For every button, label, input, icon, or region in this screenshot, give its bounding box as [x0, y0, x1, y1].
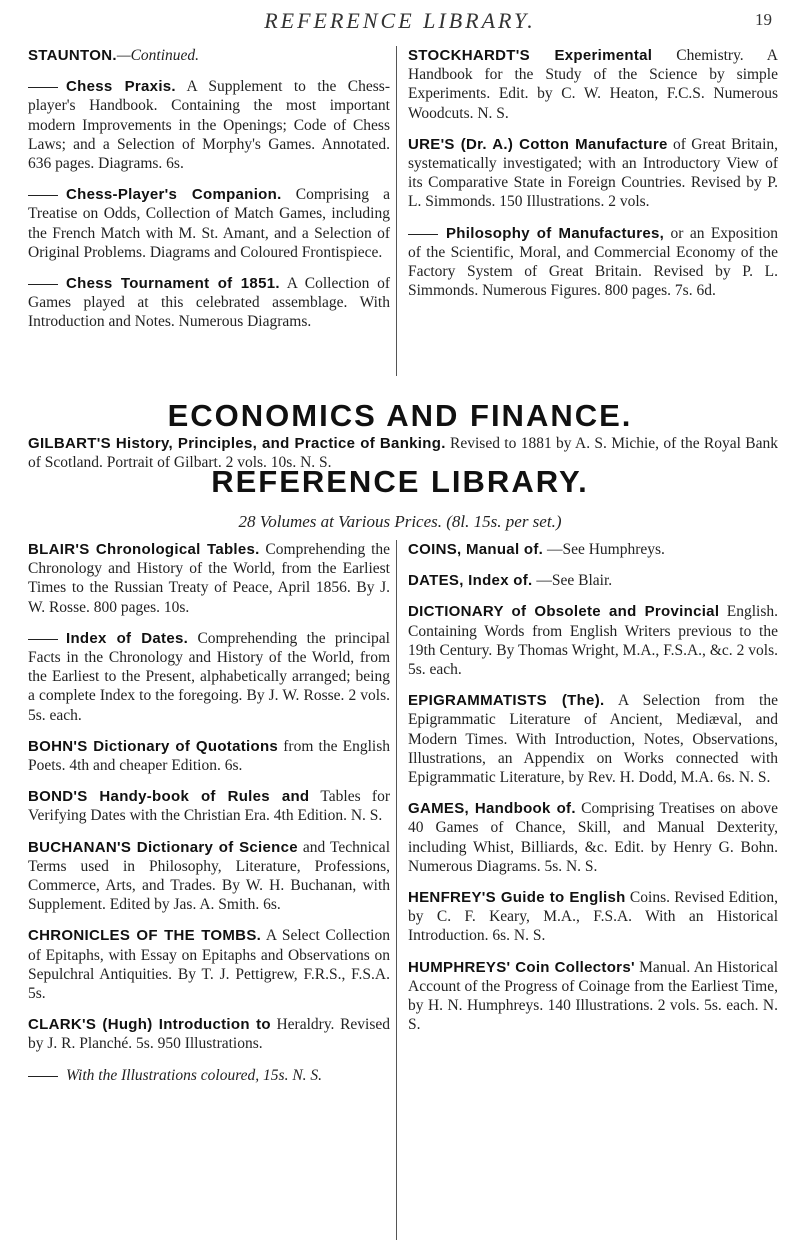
catalogue-entry	[28, 77, 390, 173]
entry-body: and Technical Terms used in Philosophy, Literature, Professions, Commerce, Arts, and Trades. By W. H. Buchanan, with Supplement. Edited by Jas. A. Smith. 6s.	[28, 838, 390, 914]
ditto-rule	[28, 639, 58, 640]
entry-title: BOND'S Handy-book of Rules and	[28, 788, 310, 806]
catalogue-entry	[408, 958, 778, 1035]
catalogue-entry	[28, 1015, 390, 1053]
column-divider	[396, 46, 397, 376]
entry-body: Chemistry. A Handbook for the Study of the Science by simple Experiments. Edit. by C. W. Heaton, F.C.S. Numerous Woodcuts. N. S.	[408, 47, 778, 122]
ditto-rule	[408, 234, 438, 235]
catalogue-entry	[28, 185, 390, 262]
catalogue-entry	[28, 1066, 390, 1085]
entry-body: from the English Poets. 4th and cheaper Edition. 6s.	[28, 737, 391, 775]
entry-body: Comprising Treatises on above 40 Games of Chance, Skill, and Manual Dexterity, including Whist, Billiards, &c. Edit. by Henry G. Bohn. Numerous Diagrams. 5s. N. S.	[408, 800, 778, 875]
top-right-column	[408, 46, 778, 312]
entry-heading-suffix: —Continued.	[116, 47, 200, 64]
economics-section-title: ECONOMICS AND FINANCE.	[167, 398, 633, 433]
catalogue-entry	[408, 888, 778, 946]
entry-body: A Select Collection of Epitaphs, with Essay on Epitaphs and Observations on Sepulchral Antiquities. By T. J. Pettigrew, F.R.S., F.S.A. 5s.	[28, 927, 390, 1003]
entry-title: Index of Dates.	[66, 629, 189, 647]
entry-body: Comprehending the Chronology and History of the World, from the Earliest Times to the Russian Treaty of Peace, April 1856. By J. W. Rosse. 800 pages. 10s.	[28, 541, 391, 616]
reference-right-column	[408, 540, 778, 1046]
entry-heading: STAUNTON.	[28, 47, 117, 64]
entry-title: URE'S (Dr. A.) Cotton Manufacture	[408, 135, 668, 153]
entry-body: —See Humphreys.	[546, 541, 665, 558]
running-head: REFERENCE LIBRARY.	[264, 8, 536, 33]
entry-body: A Supplement to the Chess-player's Handbook. Containing the most important modern Improvements in the Openings; Code of Chess Laws; and a Selection of Morphy's Games. Annotated. 636 pages. Diagrams. 6s.	[28, 78, 391, 173]
page-number: 19	[755, 10, 772, 29]
entry-title: DICTIONARY of Obsolete and Provincial	[408, 603, 720, 621]
reference-subtitle: 28 Volumes at Various Prices. (8l. 15s. per set.)	[238, 512, 562, 531]
entry-title: HENFREY'S Guide to English	[408, 889, 626, 907]
entry-body: or an Exposition of the Scientific, Moral, and Commercial Economy of the Factory System of Great Britain. Revised by P. L. Simmonds. Numerous Figures. 800 pages. 7s. 6d.	[408, 224, 779, 300]
catalogue-entry	[28, 838, 390, 915]
entry-title: STOCKHARDT'S Experimental	[408, 47, 653, 64]
entry-body: Revised to 1881 by A. S. Michie, of the Royal Bank of Scotland. Portrait of Gilbart. 2 vols. 10s. N. S.	[28, 435, 778, 472]
catalogue-entry	[28, 46, 390, 65]
entry-title: Philosophy of Manufactures,	[446, 224, 665, 242]
entry-title: CLARK'S (Hugh) Introduction to	[28, 1016, 271, 1034]
ditto-rule	[28, 87, 58, 88]
catalogue-entry	[28, 926, 390, 1003]
catalogue-entry	[408, 540, 778, 559]
ditto-rule	[28, 1076, 58, 1077]
catalogue-entry	[408, 135, 778, 212]
entry-title: GILBART'S History, Principles, and Practice of Banking.	[28, 435, 446, 452]
entry-body: Comprising a Treatise on Odds, Collection of Match Games, including the French Match with M. St. Amant, and a Selection of Original Problems. Diagrams and Coloured Frontispiece.	[28, 186, 390, 261]
top-left-column	[28, 46, 390, 344]
reference-left-column	[28, 540, 390, 1097]
entry-title: EPIGRAMMATISTS (The).	[408, 692, 605, 710]
catalogue-entry	[408, 602, 778, 679]
entry-title: BLAIR'S Chronological Tables.	[28, 541, 260, 558]
entry-body: —See Blair.	[536, 572, 613, 590]
ditto-rule	[28, 284, 58, 285]
entry-body: A Collection of Games played at this celebrated assemblage. With Introduction and Notes. Numerous Diagrams.	[28, 275, 390, 331]
catalogue-entry	[408, 799, 778, 876]
catalogue-entry	[408, 224, 778, 301]
entry-body: With the Illustrations coloured, 15s. N. S.	[66, 1066, 323, 1084]
catalogue-entry	[408, 46, 778, 123]
entry-body: Comprehending the principal Facts in the Chronology and History of the World, from the Earliest to the Present, alphabetically arranged; being a complete Index to the foregoing. By J. W. Rosse. 2 vols. 5s. each.	[28, 629, 390, 724]
entry-title: Chess-Player's Companion.	[66, 186, 282, 204]
entry-title: DATES, Index of.	[408, 572, 533, 590]
entry-body: A Selection from the Epigrammatic Literature of Ancient, Mediæval, and Modern Times. With Introduction, Notes, Observations, Illustrations, an Appendix on Works connected with Epigrammatic Literature, by Rev. H. Dodd, M.A. 6s. N. S.	[408, 692, 778, 787]
entry-title: GAMES, Handbook of.	[408, 800, 576, 818]
entry-title: Chess Praxis.	[66, 78, 176, 96]
entry-body: English. Containing Words from English Writers previous to the 19th Century. By Thomas Wright, M.A., F.S.A., &c. 2 vols. 5s. each.	[408, 603, 778, 679]
entry-body: Manual. An Historical Account of the Progress of Coinage from the Earliest Time, by H. N. Humphreys. 140 Illustrations. 2 vols. 5s. each. N. S.	[408, 958, 778, 1034]
catalogue-entry	[408, 691, 778, 787]
entry-title: COINS, Manual of.	[408, 541, 544, 558]
entry-body: of Great Britain, systematically investigated; with an Introductory View of its Comparative State in Foreign Countries. Revised by P. L. Simmonds. 150 Illustrations. 2 vols.	[408, 135, 778, 211]
catalogue-entry	[408, 571, 778, 590]
entry-title: BUCHANAN'S Dictionary of Science	[28, 838, 298, 856]
entry-title: BOHN'S Dictionary of Quotations	[28, 737, 279, 755]
entry-title: Chess Tournament of 1851.	[66, 275, 280, 293]
column-divider	[396, 540, 397, 1240]
catalogue-entry	[28, 540, 390, 617]
entry-body: Coins. Revised Edition, by C. F. Keary, M.A., F.S.A. With an Historical Introduction. 6s. N. S.	[408, 889, 778, 945]
entry-body: Heraldry. Revised by J. R. Planché. 5s. 950 Illustrations.	[28, 1016, 391, 1053]
entry-body: Tables for Verifying Dates with the Christian Era. 4th Edition. N. S.	[28, 788, 390, 825]
catalogue-entry	[28, 629, 390, 725]
entry-title: CHRONICLES OF THE TOMBS.	[28, 927, 262, 945]
ditto-rule	[28, 195, 58, 196]
catalogue-entry	[28, 737, 390, 775]
catalogue-entry	[28, 274, 390, 332]
catalogue-entry	[28, 787, 390, 825]
reference-section-title: REFERENCE LIBRARY.	[211, 464, 589, 499]
entry-title: HUMPHREYS' Coin Collectors'	[408, 958, 635, 976]
